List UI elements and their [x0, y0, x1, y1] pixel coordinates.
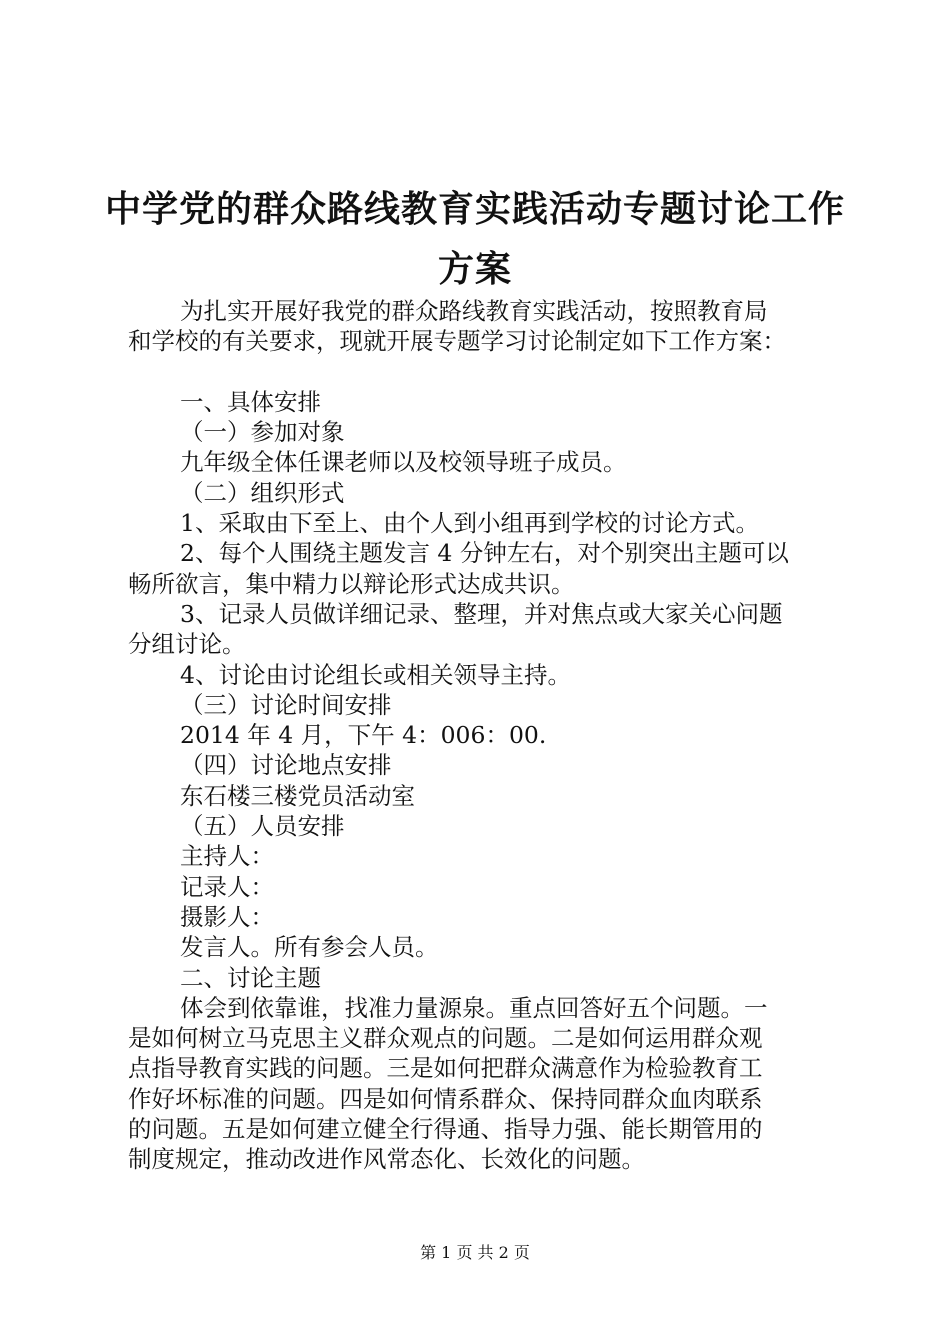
topic-paragraph-line: 制度规定，推动改进作风常态化、长效化的问题。 [128, 1145, 645, 1174]
subsection-heading: （三）讨论时间安排 [180, 690, 392, 719]
list-item: 3、记录人员做详细记录、整理，并对焦点或大家关心问题 [180, 599, 783, 628]
document-title-line-1: 中学党的群众路线教育实践活动专题讨论工作 [104, 189, 845, 230]
page-footer: 第 1 页 共 2 页 [420, 1243, 530, 1262]
topic-paragraph-line: 点指导教育实践的问题。三是如何把群众满意作为检验教育工 [128, 1054, 763, 1083]
body-line: 东石楼三楼党员活动室 [180, 781, 415, 810]
document-title-line-2: 方案 [437, 249, 512, 290]
list-item-continuation: 畅所欲言，集中精力以辩论形式达成共识。 [128, 569, 575, 598]
subsection-heading: （一）参加对象 [180, 418, 345, 447]
subsection-heading: （五）人员安排 [180, 812, 345, 841]
list-item: 2、每个人围绕主题发言 4 分钟左右，对个别突出主题可以 [180, 539, 789, 568]
blank-line [128, 357, 833, 387]
body-line: 九年级全体任课老师以及校领导班子成员。 [180, 448, 627, 477]
section-heading: 二、讨论主题 [180, 963, 321, 992]
topic-paragraph-line: 的问题。五是如何建立健全行得通、指导力强、能长期管用的 [128, 1115, 763, 1144]
body-line: 2014 年 4 月，下午 4：006：00. [180, 721, 547, 750]
list-item: 1、采取由下至上、由个人到小组再到学校的讨论方式。 [180, 509, 759, 538]
topic-paragraph-line: 作好坏标准的问题。四是如何情系群众、保持同群众血肉联系 [128, 1084, 763, 1113]
role-line: 摄影人： [180, 902, 274, 931]
topic-paragraph-line: 是如何树立马克思主义群众观点的问题。二是如何运用群众观 [128, 1024, 763, 1053]
list-item-continuation: 分组讨论。 [128, 630, 246, 659]
role-line: 主持人： [180, 842, 274, 871]
topic-paragraph-line: 体会到依靠谁，找准力量源泉。重点回答好五个问题。一 [180, 993, 768, 1022]
subsection-heading: （二）组织形式 [180, 478, 345, 507]
list-item: 4、讨论由讨论组长或相关领导主持。 [180, 660, 571, 689]
intro-paragraph-line: 为扎实开展好我党的群众路线教育实践活动，按照教育局 [180, 297, 768, 325]
role-line: 发言人。所有参会人员。 [180, 933, 439, 962]
section-heading: 一、具体安排 [180, 387, 321, 416]
subsection-heading: （四）讨论地点安排 [180, 751, 392, 780]
intro-paragraph-line: 和学校的有关要求，现就开展专题学习讨论制定如下工作方案： [128, 327, 786, 356]
role-line: 记录人： [180, 872, 274, 901]
document-body [128, 296, 833, 1175]
